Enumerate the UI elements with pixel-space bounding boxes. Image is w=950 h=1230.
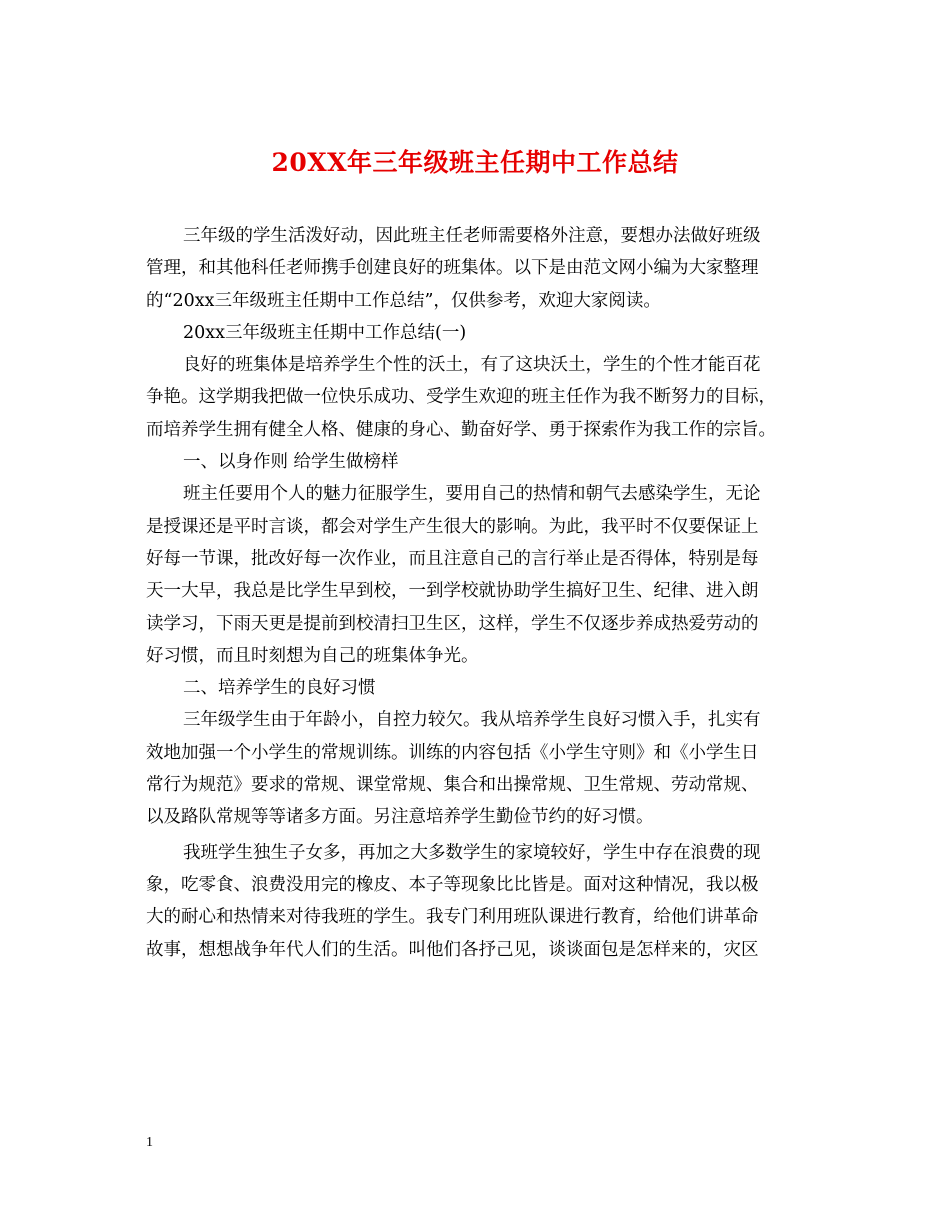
page-number: 1 <box>146 1135 153 1150</box>
section-heading: 二、培养学生的良好习惯 <box>183 678 376 699</box>
paragraph-line: 效地加强一个小学生的常规训练。训练的内容包括《小学生守则》和《小学生日 <box>146 742 759 763</box>
paragraph-line: 天一大早，我总是比学生早到校，一到学校就协助学生搞好卫生、纪律、进入朗 <box>146 581 759 602</box>
paragraph-line: 而培养学生拥有健全人格、健康的身心、勤奋好学、勇于探索作为我工作的宗旨。 <box>146 419 776 440</box>
paragraph-line: 以及路队常规等等诸多方面。另注意培养学生勤俭节约的好习惯。 <box>146 807 654 828</box>
paragraph-line: 的“20xx三年级班主任期中工作总结”，仅供参考，欢迎大家阅读。 <box>146 290 661 311</box>
paragraph-line: 故事，想想战争年代人们的生活。叫他们各抒己见，谈谈面包是怎样来的，灾区 <box>146 939 759 960</box>
paragraph-line: 象，吃零食、浪费没用完的橡皮、本子等现象比比皆是。面对这种情况，我以极 <box>146 874 759 895</box>
document-title: 20XX年三年级班主任期中工作总结 <box>271 148 679 177</box>
section-heading: 一、以身作则 给学生做榜样 <box>183 452 399 473</box>
paragraph-line: 好习惯，而且时刻想为自己的班集体争光。 <box>146 645 479 666</box>
paragraph-line: 三年级的学生活泼好动，因此班主任老师需要格外注意，要想办法做好班级 <box>183 226 761 246</box>
paragraph-line: 我班学生独生子女多，再加之大多数学生的家境较好，学生中存在浪费的现 <box>183 842 761 863</box>
document-body <box>146 220 814 966</box>
paragraph-line: 好每一节课，批改好每一次作业，而且注意自己的言行举止是否得体，特别是每 <box>146 548 759 569</box>
paragraph-line: 管理，和其他科任老师携手创建良好的班集体。以下是由范文网小编为大家整理 <box>146 258 759 279</box>
paragraph-line: 良好的班集体是培养学生个性的沃土，有了这块沃土，学生的个性才能百花 <box>183 355 761 376</box>
paragraph-line: 三年级学生由于年龄小，自控力较欠。我从培养学生良好习惯入手，扎实有 <box>183 710 761 731</box>
paragraph-line: 读学习，下雨天更是提前到校清扫卫生区，这样，学生不仅逐步养成热爱劳动的 <box>146 613 759 634</box>
paragraph-line: 班主任要用个人的魅力征服学生，要用自己的热情和朝气去感染学生，无论 <box>183 484 761 505</box>
section-subtitle: 20xx三年级班主任期中工作总结(一) <box>183 322 467 343</box>
paragraph-line: 大的耐心和热情来对待我班的学生。我专门利用班队课进行教育，给他们讲革命 <box>146 907 759 928</box>
paragraph-line: 争艳。这学期我把做一位快乐成功、受学生欢迎的班主任作为我不断努力的目标， <box>146 387 776 408</box>
paragraph-line: 常行为规范》要求的常规、课堂常规、集合和出操常规、卫生常规、劳动常规、 <box>146 775 759 796</box>
paragraph-line: 是授课还是平时言谈，都会对学生产生很大的影响。为此，我平时不仅要保证上 <box>146 516 759 537</box>
